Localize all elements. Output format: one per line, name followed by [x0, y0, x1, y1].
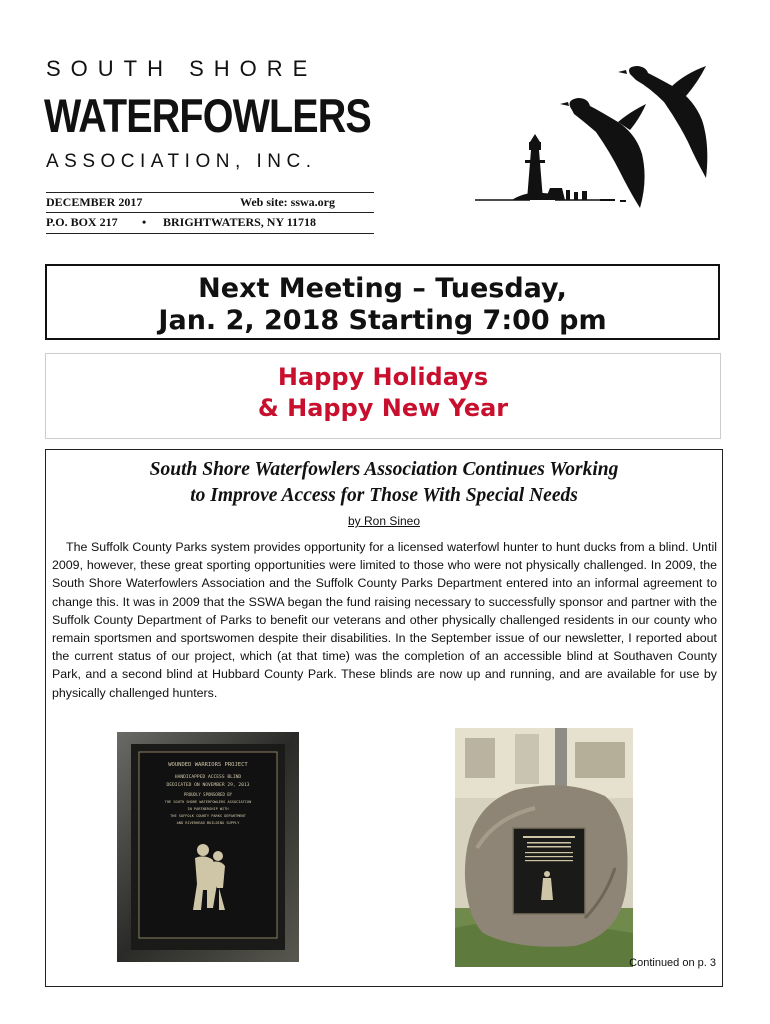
issue-date: DECEMBER 2017: [46, 195, 143, 209]
masthead-rule-bottom: [46, 233, 374, 234]
article-title-line-1: South Shore Waterfowlers Association Continues Working: [149, 459, 619, 480]
article-title-line-2: to Improve Access for Those With Special Needs: [190, 485, 578, 506]
holiday-line-1: Happy Holidays: [277, 363, 489, 391]
boulder-plaque-photo: [455, 728, 633, 967]
city-address: BRIGHTWATERS, NY 11718: [163, 215, 317, 229]
next-meeting-banner: [45, 264, 720, 340]
article-byline: by Ron Sineo: [347, 514, 421, 528]
plaque-text-3: DEDICATED ON NOVEMBER 29, 2013: [166, 783, 250, 788]
bullet-separator: •: [142, 215, 147, 229]
plaque-text-6: IN PARTNERSHIP WITH: [187, 807, 229, 811]
duck-icon-left: [560, 98, 646, 208]
article-title: [46, 457, 722, 509]
plaque-text-1: WOUNDED WARRIORS PROJECT: [168, 762, 248, 768]
org-name-sub: ASSOCIATION, INC.: [46, 151, 317, 172]
plaque-text-2: HANDICAPPED ACCESS BLIND: [174, 775, 242, 780]
org-name-main: WATERFOWLERS: [44, 89, 371, 142]
article-body: The Suffolk County Parks system provides opportunity for a licensed waterfowl hunter to hunt ducks from a blind. Until 2009, however, these great sporting opportunities were limited to those who were not physically challenged. In 2009, the South Shore Waterfowlers Association and the Suffolk County Parks Department entered into an informal agreement to change this. It was in 2009 that the SSWA began the fund raising necessary to successfully sponsor and partner with the Suffolk County Department of Parks to benefit our veterans and other physically challenged residents in our county who remain sportsmen and sportswomen despite their disabilities. In the September issue of our newsletter, I reported about the current status of our project, which (at that time) was the completion of an accessible blind at Southaven County Park, and a second blind at Hubbard County Park. These blinds are now up and running, and are available for use by physically challenged hunters.: [52, 540, 717, 700]
plaque-text-4: PROUDLY SPONSORED BY: [183, 792, 233, 797]
po-box: P.O. BOX 217: [46, 215, 118, 229]
plaque-text-5: THE SOUTH SHORE WATERFOWLERS ASSOCIATION: [164, 800, 252, 804]
meeting-line-1: Next Meeting – Tuesday,: [198, 273, 567, 304]
ducks-lighthouse-logo: [470, 60, 730, 220]
continued-note: Continued on p. 3: [629, 957, 716, 969]
plaque-text-8: AND RIVERHEAD BUILDING SUPPLY: [176, 821, 240, 825]
article-box: [45, 449, 723, 987]
website-label: Web site: sswa.org: [240, 195, 335, 209]
plaque-photo: [117, 732, 299, 962]
holiday-greeting-box: [45, 353, 721, 439]
holiday-line-2: & Happy New Year: [257, 394, 509, 422]
meeting-line-2: Jan. 2, 2018 Starting 7:00 pm: [158, 305, 607, 336]
org-name-top: SOUTH SHORE: [46, 56, 318, 81]
masthead-rule-mid: [46, 212, 374, 213]
plaque-text-7: THE SUFFOLK COUNTY PARKS DEPARTMENT: [170, 814, 246, 818]
lighthouse-icon: [527, 150, 543, 200]
masthead-rule-top: [46, 192, 374, 193]
